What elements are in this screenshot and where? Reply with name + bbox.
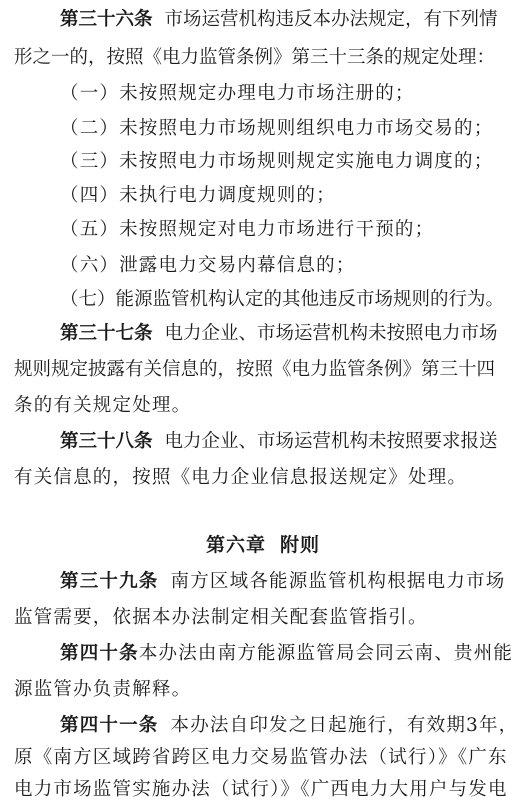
article-36-item-7: （七）能源监管机构认定的其他违反市场规则的行为。: [60, 289, 505, 310]
article-36-item-5: （五）未按照规定对电力市场进行干预的；: [60, 219, 435, 240]
article-39-line-1: 第三十九条 南方区域各能源监管机构根据电力市场: [60, 571, 506, 592]
article-37-line-2: 规则规定披露有关信息的，按照《电力监管条例》第三十四: [14, 359, 496, 380]
article-37-line-1: 第三十七条 电力企业、市场运营机构未按照电力市场: [60, 323, 498, 344]
article-39-number: 第三十九条: [60, 571, 159, 592]
article-41-number: 第四十一条: [60, 715, 159, 736]
article-36-item-2: （二）未按照电力市场规则组织电力市场交易的；: [60, 118, 494, 139]
chapter-number: 第六章: [205, 534, 266, 556]
article-38-line-2: 有关信息的，按照《电力企业信息报送规定》处理。: [14, 467, 468, 488]
article-36-line-1: 第三十六条 市场运营机构违反本办法规定，有下列情: [60, 9, 498, 30]
article-36-number: 第三十六条: [60, 9, 153, 30]
article-40-line-2: 源监管办负责解释。: [14, 679, 192, 700]
article-41-line-1: 第四十一条 本办法自印发之日起施行，有效期3年，: [60, 715, 519, 736]
chapter-title: 附则: [280, 534, 321, 556]
article-36-item-6: （六）泄露电力交易内幕信息的；: [60, 255, 356, 276]
article-40-line-1: 第四十条本办法由南方能源监管局会同云南、贵州能: [60, 643, 514, 664]
article-39-line-2: 监管需要，依据本办法制定相关配套监管指引。: [14, 607, 428, 628]
article-41-line-3: 电力市场监管实施办法（试行）》《广西电力大用户与发电: [14, 779, 508, 800]
article-37-number: 第三十七条: [60, 323, 153, 344]
article-36-item-3: （三）未按照电力市场规则规定实施电力调度的；: [60, 151, 494, 172]
article-37-line-3: 条的有关规定处理。: [14, 395, 192, 416]
chapter-heading: [0, 533, 526, 557]
article-36-item-1: （一）未按照规定办理电力市场注册的；: [60, 83, 415, 104]
article-38-number: 第三十八条: [60, 431, 153, 452]
article-41-line-2: 原《南方区域跨省跨区电力交易监管办法（试行）》《广东: [14, 747, 508, 768]
article-36-line-2: 形之一的，按照《电力监管条例》第三十三条的规定处理：: [14, 47, 496, 68]
article-40-number: 第四十条: [60, 643, 139, 664]
article-38-line-1: 第三十八条 电力企业、市场运营机构未按照要求报送: [60, 431, 498, 452]
article-36-item-4: （四）未执行电力调度规则的；: [60, 185, 336, 206]
